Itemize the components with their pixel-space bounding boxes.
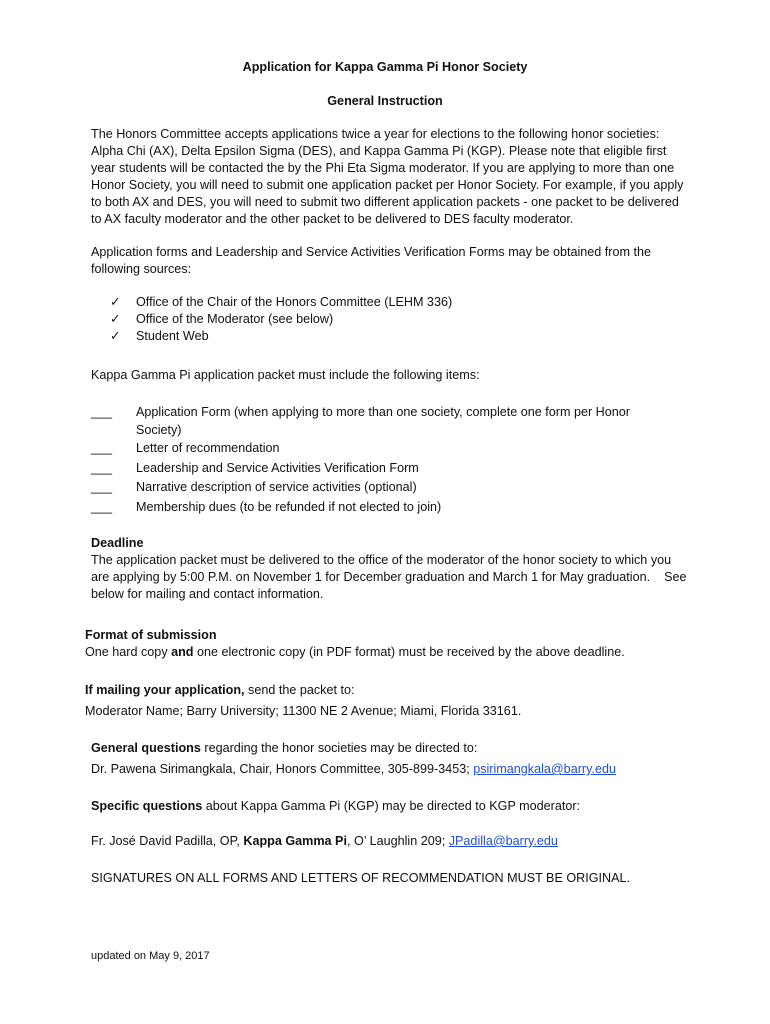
section-title: General Instruction <box>327 94 443 108</box>
list-item: ___ Application Form (when applying to more than one society, complete one form per Honor Society) <box>91 405 630 437</box>
deadline-heading: Deadline <box>91 536 144 550</box>
list-item: ___ Membership dues (to be refunded if not elected to join) <box>91 498 691 518</box>
sources-list <box>110 294 452 345</box>
format-text: One hard copy and one electronic copy (in PDF format) must be received by the above deadline. <box>85 645 625 659</box>
blank-line: ___ <box>91 405 113 419</box>
blank-line: ___ <box>91 460 113 475</box>
list-item: ✓ Office of the Chair of the Honors Committee (LEHM 336) <box>110 295 453 309</box>
page-title: Application for Kappa Gamma Pi Honor Society <box>242 60 528 74</box>
intro-paragraph: The Honors Committee accepts applications twice a year for elections to the following honor societies: Alpha Chi (AX), Delta Epsilon Sigma (DES), and Kappa Gamma Pi (KGP). Please note that eligible first year students will be contacted the by the Phi Eta Sigma moderator. If you are applying to more than one Honor Society, you will need to submit one application packet per Honor Society. For example, if you apply to both AX and DES, you will need to submit two different application packets - one packet to be delivered to AX faculty moderator and the other packet to be delivered to DES faculty moderator. <box>91 127 684 226</box>
blank-line: ___ <box>91 499 113 514</box>
kgp-email-link[interactable]: JPadilla@barry.edu <box>448 834 558 848</box>
list-item: ___ Narrative description of service activities (optional) <box>91 478 691 498</box>
specific-questions: Specific questions about Kappa Gamma Pi (KGP) may be directed to KGP moderator: <box>91 799 581 813</box>
sources-intro: Application forms and Leadership and Service Activities Verification Forms may be obtained from the following sources: <box>91 245 652 276</box>
blank-line: ___ <box>91 441 113 455</box>
blank-line: ___ <box>91 480 113 494</box>
general-email-link[interactable]: psirimangkala@barry.edu <box>473 762 616 776</box>
list-item: ✓ Office of the Moderator (see below) <box>110 312 334 326</box>
list-item: ___ Leadership and Service Activities Verification Form <box>91 459 691 479</box>
specific-contact: Fr. José David Padilla, OP, Kappa Gamma Pi, O’ Laughlin 209; JPadilla@barry.edu <box>91 834 558 848</box>
packet-intro: Kappa Gamma Pi application packet must include the following items: <box>91 368 480 382</box>
check-icon: ✓ <box>110 312 121 326</box>
updated-date: updated on May 9, 2017 <box>91 950 210 962</box>
mailing-line: If mailing your application, send the packet to: <box>85 683 355 697</box>
general-questions: General questions regarding the honor societies may be directed to: <box>91 741 478 755</box>
list-item: ✓ Student Web <box>110 329 209 343</box>
list-item: ___ Letter of recommendation <box>91 439 691 459</box>
check-icon: ✓ <box>110 295 121 309</box>
check-icon: ✓ <box>110 329 121 343</box>
general-contact: Dr. Pawena Sirimangkala, Chair, Honors Committee, 305-899-3453; psirimangkala@barry.edu <box>91 762 616 776</box>
signature-notice: SIGNATURES ON ALL FORMS AND LETTERS OF RECOMMENDATION MUST BE ORIGINAL. <box>91 871 631 885</box>
mailing-address: Moderator Name; Barry University; 11300 NE 2 Avenue; Miami, Florida 33161. <box>85 704 522 718</box>
format-heading: Format of submission <box>85 628 217 642</box>
packet-items <box>91 403 691 517</box>
deadline-text: The application packet must be delivered to the office of the moderator of the honor society to which you are applying by 5:00 P.M. on November 1 for December graduation and March 1 for May graduation. See below for mailing and contact information. <box>91 553 691 601</box>
